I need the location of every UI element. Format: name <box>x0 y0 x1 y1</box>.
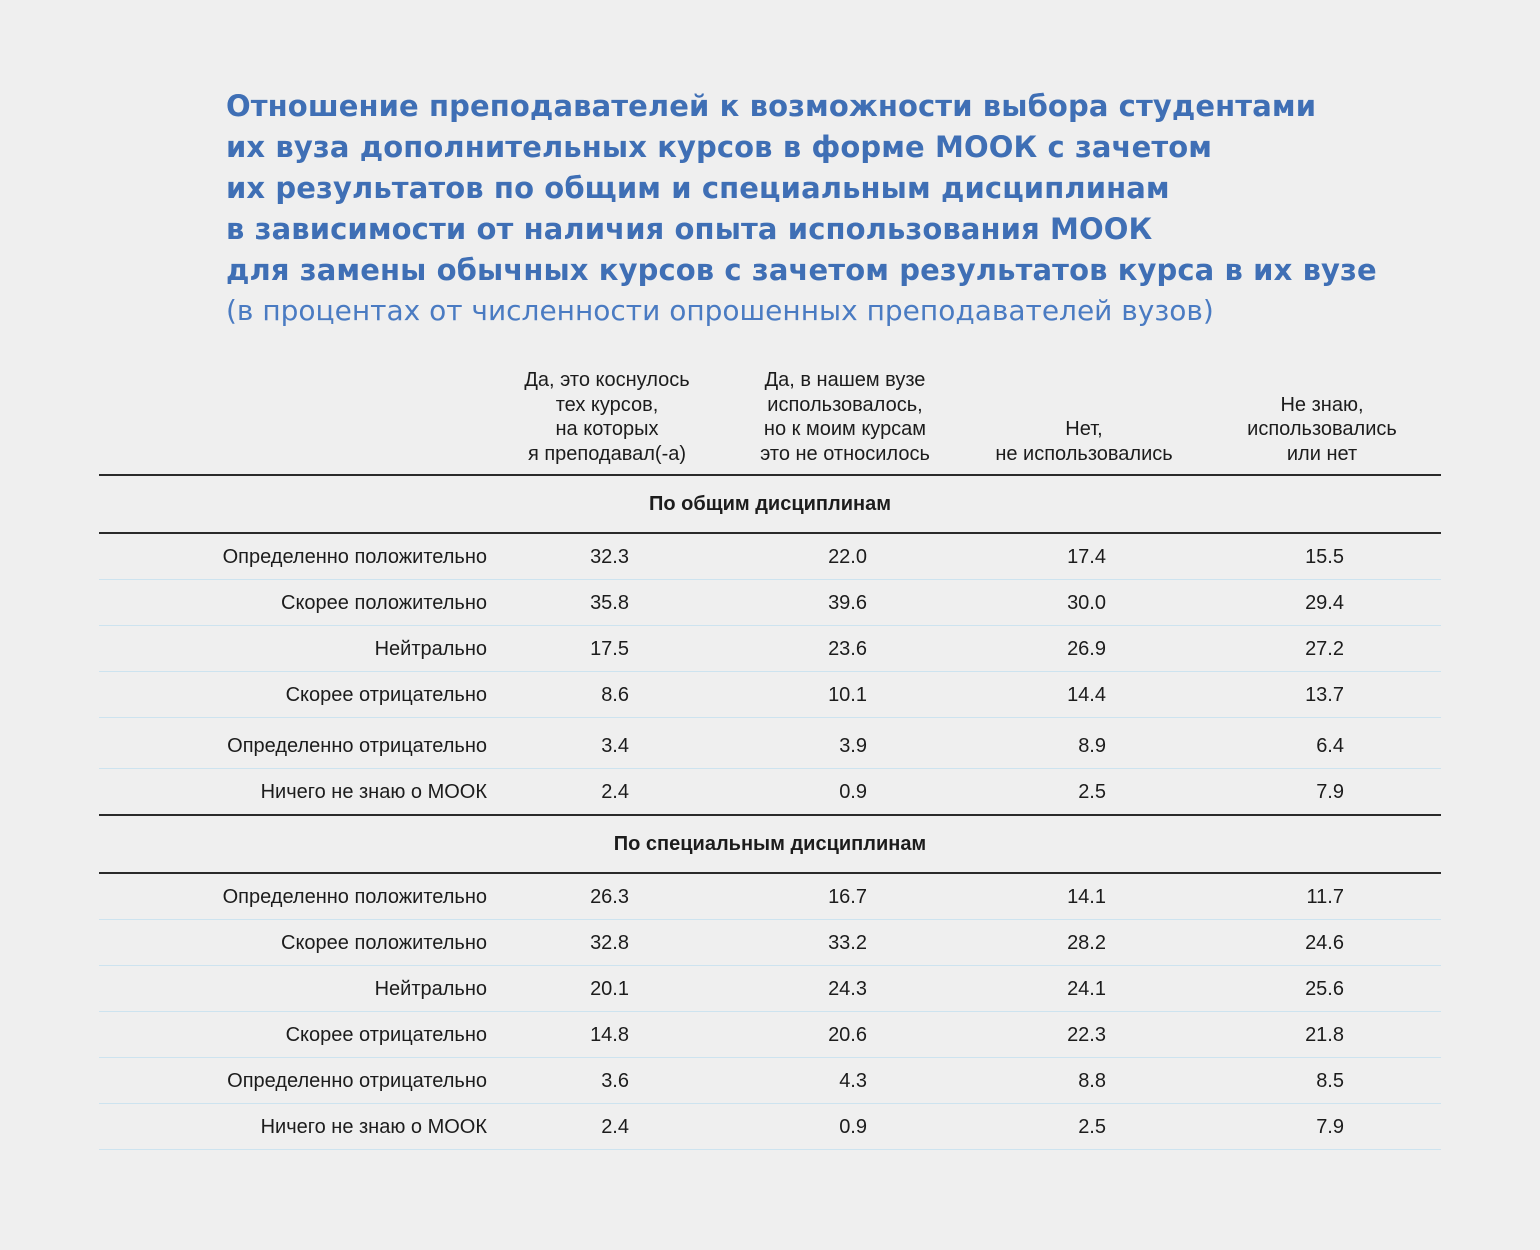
column-header-line: использовались <box>1247 418 1397 440</box>
row-label: Определенно положительно <box>222 546 487 568</box>
table-cell: 35.8 <box>590 592 629 614</box>
table-cell: 26.3 <box>590 886 629 908</box>
table-cell: 32.8 <box>590 932 629 954</box>
table-cell: 21.8 <box>1305 1024 1344 1046</box>
table-cell: 15.5 <box>1305 546 1344 568</box>
table-row <box>99 920 1441 966</box>
table-cell: 2.4 <box>601 1116 629 1138</box>
title-line: Отношение преподавателей к возможности выбора студентами <box>226 89 1317 123</box>
column-header-line: на которых <box>555 418 659 440</box>
table-cell: 2.5 <box>1078 1116 1106 1138</box>
table-cell: 14.4 <box>1067 684 1106 706</box>
row-label: Ничего не знаю о МООК <box>260 781 487 803</box>
table-cell: 20.1 <box>590 978 629 1000</box>
table-cell: 8.9 <box>1078 735 1106 757</box>
table-cell: 17.4 <box>1067 546 1106 568</box>
row-label: Определенно отрицательно <box>227 1070 487 1092</box>
table-cell: 13.7 <box>1305 684 1344 706</box>
table-cell: 26.9 <box>1067 638 1106 660</box>
table-cell: 24.3 <box>828 978 867 1000</box>
table-cell: 0.9 <box>839 1116 867 1138</box>
column-header <box>995 417 1172 466</box>
table-cell: 3.4 <box>601 735 629 757</box>
section-special <box>99 816 1441 1150</box>
table-cell: 39.6 <box>828 592 867 614</box>
column-header-line: но к моим курсам <box>763 418 927 440</box>
title-line: для замены обычных курсов с зачетом результатов курса в их вузе <box>226 253 1377 287</box>
table-row <box>99 1012 1441 1058</box>
column-header-line: тех курсов, <box>555 393 659 416</box>
section-title <box>99 476 1441 534</box>
table-cell: 20.6 <box>828 1024 867 1046</box>
column-header-line: использовалось, <box>767 393 923 416</box>
table-cell: 22.0 <box>828 546 867 568</box>
column-header <box>1247 393 1397 467</box>
table-cell: 11.7 <box>1306 886 1344 908</box>
table-cell: 8.6 <box>601 684 629 706</box>
table-cell: 22.3 <box>1067 1024 1106 1046</box>
data-table <box>99 364 1441 1150</box>
row-label: Скорее отрицательно <box>285 1024 487 1046</box>
column-header-line: Да, в нашем вузе <box>764 369 926 391</box>
table-cell: 33.2 <box>828 932 867 954</box>
table-cell: 23.6 <box>828 638 867 660</box>
row-label: Определенно отрицательно <box>227 735 487 757</box>
table-cell: 3.6 <box>601 1070 629 1092</box>
table-cell: 16.7 <box>828 886 867 908</box>
title-line: их вуза дополнительных курсов в форме МООК с зачетом <box>226 130 1213 164</box>
table-cell: 2.4 <box>601 781 629 803</box>
table-cell: 0.9 <box>839 781 867 803</box>
row-label: Нейтрально <box>374 638 487 660</box>
table-row <box>99 718 1441 769</box>
table-cell: 24.1 <box>1067 978 1106 1000</box>
column-header-line: Не знаю, <box>1280 393 1364 416</box>
column-header-line: это не относилось <box>760 442 930 465</box>
table-cell: 8.5 <box>1316 1070 1344 1092</box>
table-cell: 2.5 <box>1078 781 1106 803</box>
row-label: Скорее положительно <box>281 932 487 954</box>
table-header <box>99 364 1441 476</box>
section-title <box>99 816 1441 874</box>
column-header-line: Да, это коснулось <box>524 369 690 391</box>
subtitle: (в процентах от численности опрошенных преподавателей вузов) <box>226 294 1214 327</box>
table-cell: 25.6 <box>1305 978 1344 1000</box>
section-title-text: По общим дисциплинам <box>648 493 892 515</box>
table-row <box>99 874 1441 920</box>
table-cell: 32.3 <box>590 546 629 568</box>
row-label: Скорее положительно <box>281 592 487 614</box>
table-row <box>99 534 1441 580</box>
table-cell: 4.3 <box>839 1070 867 1092</box>
table-row <box>99 1104 1441 1150</box>
title-line: их результатов по общим и специальным дисциплинам <box>226 171 1170 205</box>
table-cell: 7.9 <box>1316 781 1344 803</box>
section-general <box>99 476 1441 816</box>
column-header-line: я преподавал(-а) <box>527 442 687 465</box>
column-header <box>524 368 689 466</box>
title-line: в зависимости от наличия опыта использования МООК <box>226 212 1153 246</box>
table-cell: 10.1 <box>828 684 867 706</box>
section-title-text: По специальным дисциплинам <box>613 833 927 855</box>
row-label: Ничего не знаю о МООК <box>260 1116 487 1138</box>
row-label: Скорее отрицательно <box>285 684 487 706</box>
table-cell: 8.8 <box>1078 1070 1106 1092</box>
column-header <box>760 368 930 466</box>
column-header-line: не использовались <box>995 442 1173 465</box>
table-cell: 14.8 <box>590 1024 629 1046</box>
column-header-line: или нет <box>1286 442 1358 465</box>
table-row <box>99 626 1441 672</box>
column-header-line: Нет, <box>1065 418 1103 440</box>
row-label: Определенно положительно <box>222 886 487 908</box>
table-cell: 24.6 <box>1305 932 1344 954</box>
table-row <box>99 1058 1441 1104</box>
table-cell: 30.0 <box>1067 592 1106 614</box>
table-cell: 14.1 <box>1067 886 1106 908</box>
table-row <box>99 769 1441 816</box>
table-cell: 28.2 <box>1067 932 1106 954</box>
table-row <box>99 672 1441 718</box>
table-cell: 27.2 <box>1305 638 1344 660</box>
table-cell: 29.4 <box>1305 592 1344 614</box>
table-cell: 7.9 <box>1316 1116 1344 1138</box>
row-label: Нейтрально <box>374 978 487 1000</box>
table-cell: 3.9 <box>839 735 867 757</box>
table-cell: 6.4 <box>1316 735 1344 757</box>
table-row <box>99 966 1441 1012</box>
title-block <box>226 86 1426 331</box>
table-row <box>99 580 1441 626</box>
table-cell: 17.5 <box>590 638 629 660</box>
